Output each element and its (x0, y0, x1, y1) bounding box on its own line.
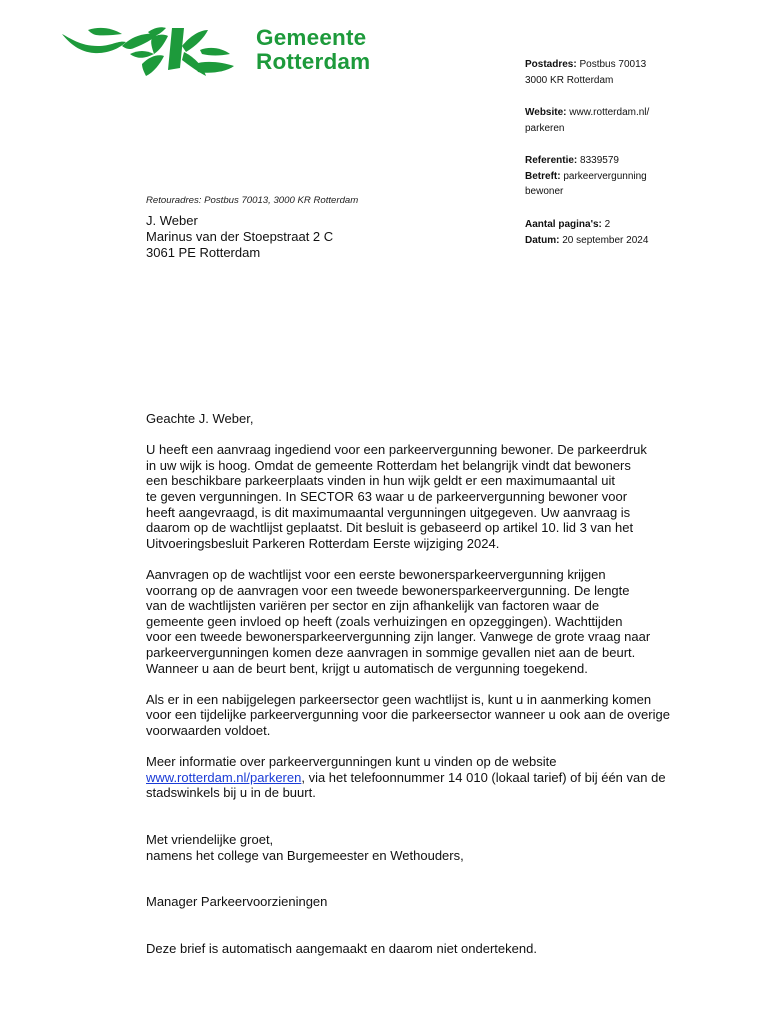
municipality-logo (60, 24, 390, 84)
paragraph-line: U heeft een aanvraag ingediend voor een parkeervergunning bewoner. De parkeerdruk (146, 442, 647, 458)
betreft-value-continued: bewoner (525, 186, 564, 197)
recipient-street: Marinus van der Stoepstraat 2 C (146, 229, 334, 244)
logo-line-rotterdam: Rotterdam (256, 49, 371, 74)
paragraph-1 (146, 442, 706, 551)
paragraph-line: voor een tijdelijke parkeervergunning voor die parkeersector wanneer u ook aan de overige (146, 707, 670, 723)
website-link[interactable]: www.rotterdam.nl/parkeren (146, 769, 302, 785)
paragraph-line: een beschikbare parkeerplaats vinden in hun wijk geldt er een maximumaantal uit (146, 473, 615, 489)
paragraph-line: te geven vergunningen. In SECTOR 63 waar u de parkeervergunning bewoner voor (146, 488, 628, 504)
referentie-value: 8339579 (580, 155, 619, 166)
footer-note: Deze brief is automatisch aangemaakt en daarom niet ondertekend. (146, 941, 537, 957)
logo-line-gemeente: Gemeente (256, 25, 367, 50)
signatory: Manager Parkeervoorzieningen (146, 894, 328, 910)
paragraph-line: stadswinkels bij u in de buurt. (146, 785, 316, 801)
paragraph-line: gemeente geen invloed op heeft (zoals verhuizingen en opzeggingen). Wachttijden (146, 613, 623, 629)
return-address: Retouradres: Postbus 70013, 3000 KR Rotterdam (146, 195, 359, 206)
paragraph-line: daarom op de wachtlijst geplaatst. Dit besluit is gebaseerd op artikel 10. lid 3 van het (146, 520, 634, 536)
paginas-value: 2 (604, 219, 611, 230)
datum-value: 20 september 2024 (562, 234, 649, 246)
paragraph-line: voorrang op de aanvragen voor een tweede bewonersparkeervergunning. De lengte (146, 582, 630, 598)
paragraph-line: in uw wijk is hoog. Omdat de gemeente Rotterdam het belangrijk vindt dat bewoners (146, 457, 631, 473)
paragraph-line: parkeervergunningen komen deze aanvragen in sommige gevallen niet aan de beurt. (146, 644, 636, 660)
paragraph-line: Uitvoeringsbesluit Parkeren Rotterdam Eerste wijziging 2024. (146, 535, 500, 551)
postadres-value: Postbus 70013 (579, 59, 647, 70)
closing-college: namens het college van Burgemeester en Wethouders, (146, 847, 464, 863)
paragraph-line: van de wachtlijsten variëren per sector en zijn afhankelijk van factoren waar de (146, 598, 600, 614)
paragraph-3 (146, 692, 706, 739)
logo-wordmark (256, 26, 370, 74)
paginas-label: Aantal pagina's: (525, 219, 602, 230)
page-date-block (525, 217, 685, 248)
salutation: Geachte J. Weber, (146, 411, 254, 426)
betreft-value: parkeervergunning (563, 170, 647, 182)
datum-label: Datum: (525, 234, 560, 246)
recipient-city: 3061 PE Rotterdam (146, 245, 261, 260)
paragraph-line: voorwaarden voldoet. (146, 722, 271, 738)
paragraph-4 (146, 754, 706, 801)
paragraph-line: heeft aangevraagd, is dit maximumaantal vergunningen uitgegeven. Uw aanvraag is (146, 504, 631, 520)
paragraph-line: voor een tweede bewonersparkeervergunning zijn langer. Vanwege de grote vraag naar (146, 629, 651, 645)
referentie-label: Referentie: (525, 155, 578, 166)
postal-address-block (525, 57, 685, 88)
paragraph-line (146, 770, 706, 786)
paragraph-line: Als er in een nabijgelegen parkeersector geen wachtlijst is, kunt u in aanmerking komen (146, 691, 652, 707)
recipient-address (146, 213, 333, 261)
paragraph-line: Meer informatie over parkeervergunningen kunt u vinden op de website (146, 754, 557, 770)
website-value-continued: parkeren (525, 122, 565, 134)
reference-block (525, 153, 685, 200)
paragraph-line: Aanvragen op de wachtlijst voor een eerste bewonersparkeervergunning krijgen (146, 566, 606, 582)
website-value: www.rotterdam.nl/ (569, 107, 650, 118)
recipient-name: J. Weber (146, 213, 198, 228)
paragraph-2 (146, 567, 706, 676)
letter-body (146, 411, 706, 957)
paragraph-line: Wanneer u aan de beurt bent, krijgt u automatisch de vergunning toegekend. (146, 660, 588, 676)
postadres-city: 3000 KR Rotterdam (525, 74, 614, 86)
website-label: Website: (525, 107, 567, 118)
website-block (525, 105, 685, 136)
betreft-label: Betreft: (525, 170, 561, 182)
rotterdam-emblem-icon (60, 24, 250, 84)
closing-greeting: Met vriendelijke groet, (146, 832, 274, 848)
postadres-label: Postadres: (525, 59, 577, 70)
link-trailing-text: , via het telefoonnummer 14 010 (lokaal tarief) of bij één van de (301, 769, 666, 785)
